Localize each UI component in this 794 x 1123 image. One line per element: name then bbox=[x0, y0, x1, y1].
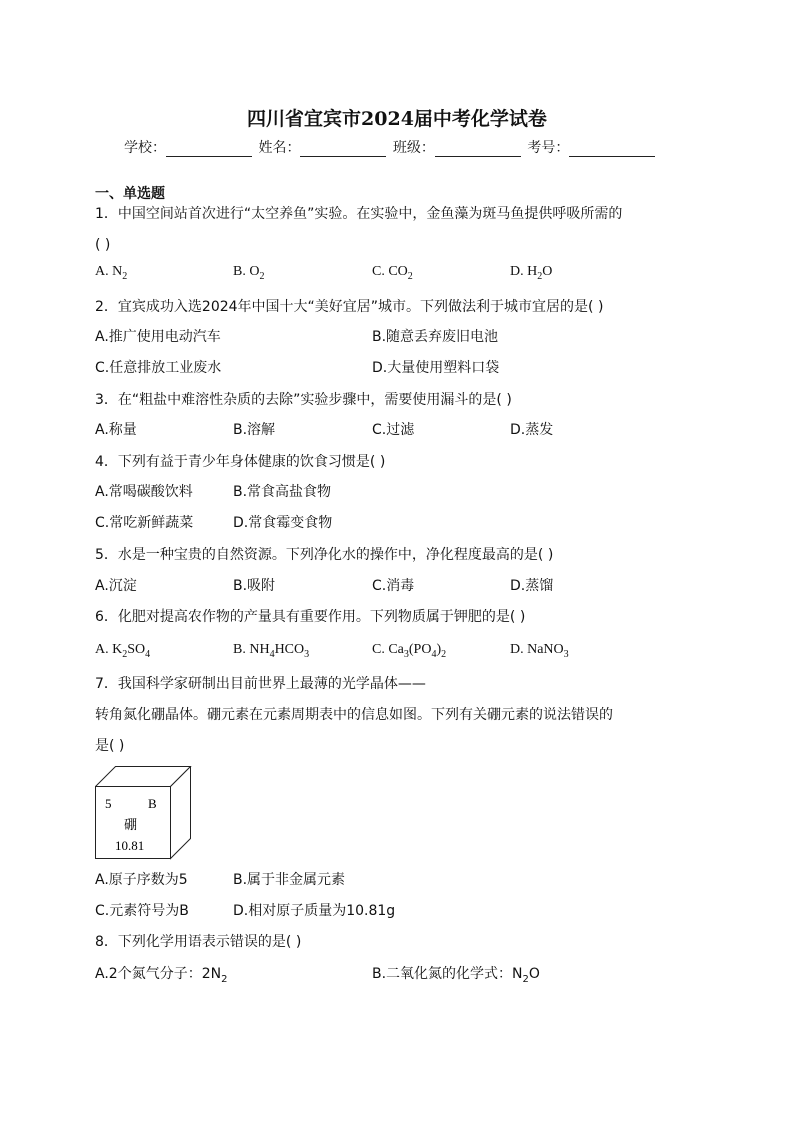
q3-option-c: C.过滤 bbox=[372, 422, 415, 438]
q7-option-a: A.原子序数为5 bbox=[95, 872, 188, 888]
q3-stem: 3．在“粗盐中难溶性杂质的去除”实验步骤中，需要使用漏斗的是( ) bbox=[95, 392, 512, 408]
q5-stem: 5．水是一种宝贵的自然资源。下列净化水的操作中，净化程度最高的是( ) bbox=[95, 547, 554, 563]
element-symbol: B bbox=[148, 796, 157, 811]
q2-option-c: C.任意排放工业废水 bbox=[95, 360, 222, 376]
element-name: 硼 bbox=[124, 817, 138, 832]
q6-option-b: B. $NH_4HCO_3$ bbox=[233, 642, 310, 660]
q5-option-c: C.消毒 bbox=[372, 578, 415, 594]
q3-option-b: B.溶解 bbox=[233, 422, 276, 438]
q6-option-d: D. NaNO$_3$ bbox=[510, 642, 569, 660]
q8-stem: 8．下列化学用语表示错误的是( ) bbox=[95, 934, 302, 950]
section-title: 一、单选题 bbox=[95, 186, 165, 202]
q4-option-a: A.常喝碳酸饮料 bbox=[95, 484, 193, 500]
number-blank[interactable] bbox=[569, 142, 655, 157]
q7-stem-line3: 是( ) bbox=[95, 738, 125, 754]
q4-stem: 4．下列有益于青少年身体健康的饮食习惯是( ) bbox=[95, 454, 386, 470]
q1-option-a: A. $N_2$ bbox=[95, 264, 128, 282]
q7-option-b: B.属于非金属元素 bbox=[233, 872, 346, 888]
q3-option-d: D.蒸发 bbox=[510, 422, 554, 438]
q1-option-c: C. $CO_2$ bbox=[372, 264, 413, 282]
q1-stem-line2: ( ) bbox=[95, 237, 111, 253]
q3-option-a: A.称量 bbox=[95, 422, 137, 438]
q6-option-a: A. $K_2SO_4$ bbox=[95, 642, 151, 660]
q7-stem-line1: 7．我国科学家研制出目前世界上最薄的光学晶体—— bbox=[95, 676, 426, 692]
boron-element-cell bbox=[95, 766, 195, 860]
q1-option-d: D. $H_2O$ bbox=[510, 264, 553, 282]
q4-option-b: B.常食高盐食物 bbox=[233, 484, 332, 500]
q7-option-d: D.相对原子质量为10.81g bbox=[233, 903, 396, 919]
q7-stem-line2: 转角氮化硼晶体。硼元素在元素周期表中的信息如图。下列有关硼元素的说法错误的 bbox=[95, 707, 613, 723]
name-label: 姓名： bbox=[258, 140, 301, 156]
school-label: 学校： bbox=[124, 140, 166, 156]
q7-option-c: C.元素符号为B bbox=[95, 903, 189, 919]
atomic-mass: 10.81 bbox=[115, 838, 145, 853]
q1-stem-line1: 1．中国空间站首次进行“太空养鱼”实验。在实验中，金鱼藻为斑马鱼提供呼吸所需的 bbox=[95, 206, 623, 222]
q5-option-a: A.沉淀 bbox=[95, 578, 137, 594]
name-blank[interactable] bbox=[300, 142, 386, 157]
q4-option-d: D.常食霉变食物 bbox=[233, 515, 333, 531]
q8-option-a: A.2个氮气分子：$2N_2$ bbox=[95, 966, 228, 985]
number-label: 考号： bbox=[527, 140, 570, 156]
school-blank[interactable] bbox=[166, 142, 252, 157]
class-label: 班级： bbox=[392, 140, 435, 156]
class-blank[interactable] bbox=[435, 142, 521, 157]
q6-stem: 6．化肥对提高农作物的产量具有重要作用。下列物质属于钾肥的是( ) bbox=[95, 609, 526, 625]
q8-option-b: B.二氧化氮的化学式：$N_2O$ bbox=[372, 966, 540, 985]
page-title: 四川省宜宾市2024届中考化学试卷 bbox=[247, 108, 547, 130]
q5-option-b: B.吸附 bbox=[233, 578, 276, 594]
q2-option-b: B.随意丢弃废旧电池 bbox=[372, 329, 499, 345]
q2-option-d: D.大量使用塑料口袋 bbox=[372, 360, 500, 376]
q6-option-c: C. $Ca_3(PO_4)_2$ bbox=[372, 642, 447, 660]
atomic-number: 5 bbox=[105, 796, 112, 811]
q1-option-b: B. $O_2$ bbox=[233, 264, 265, 282]
q2-stem: 2．宜宾成功入选2024年中国十大“美好宜居”城市。下列做法利于城市宜居的是( ) bbox=[95, 299, 604, 315]
q5-option-d: D.蒸馏 bbox=[510, 578, 554, 594]
student-info-line bbox=[124, 137, 657, 157]
q4-option-c: C.常吃新鲜蔬菜 bbox=[95, 515, 194, 531]
q2-option-a: A.推广使用电动汽车 bbox=[95, 329, 221, 345]
